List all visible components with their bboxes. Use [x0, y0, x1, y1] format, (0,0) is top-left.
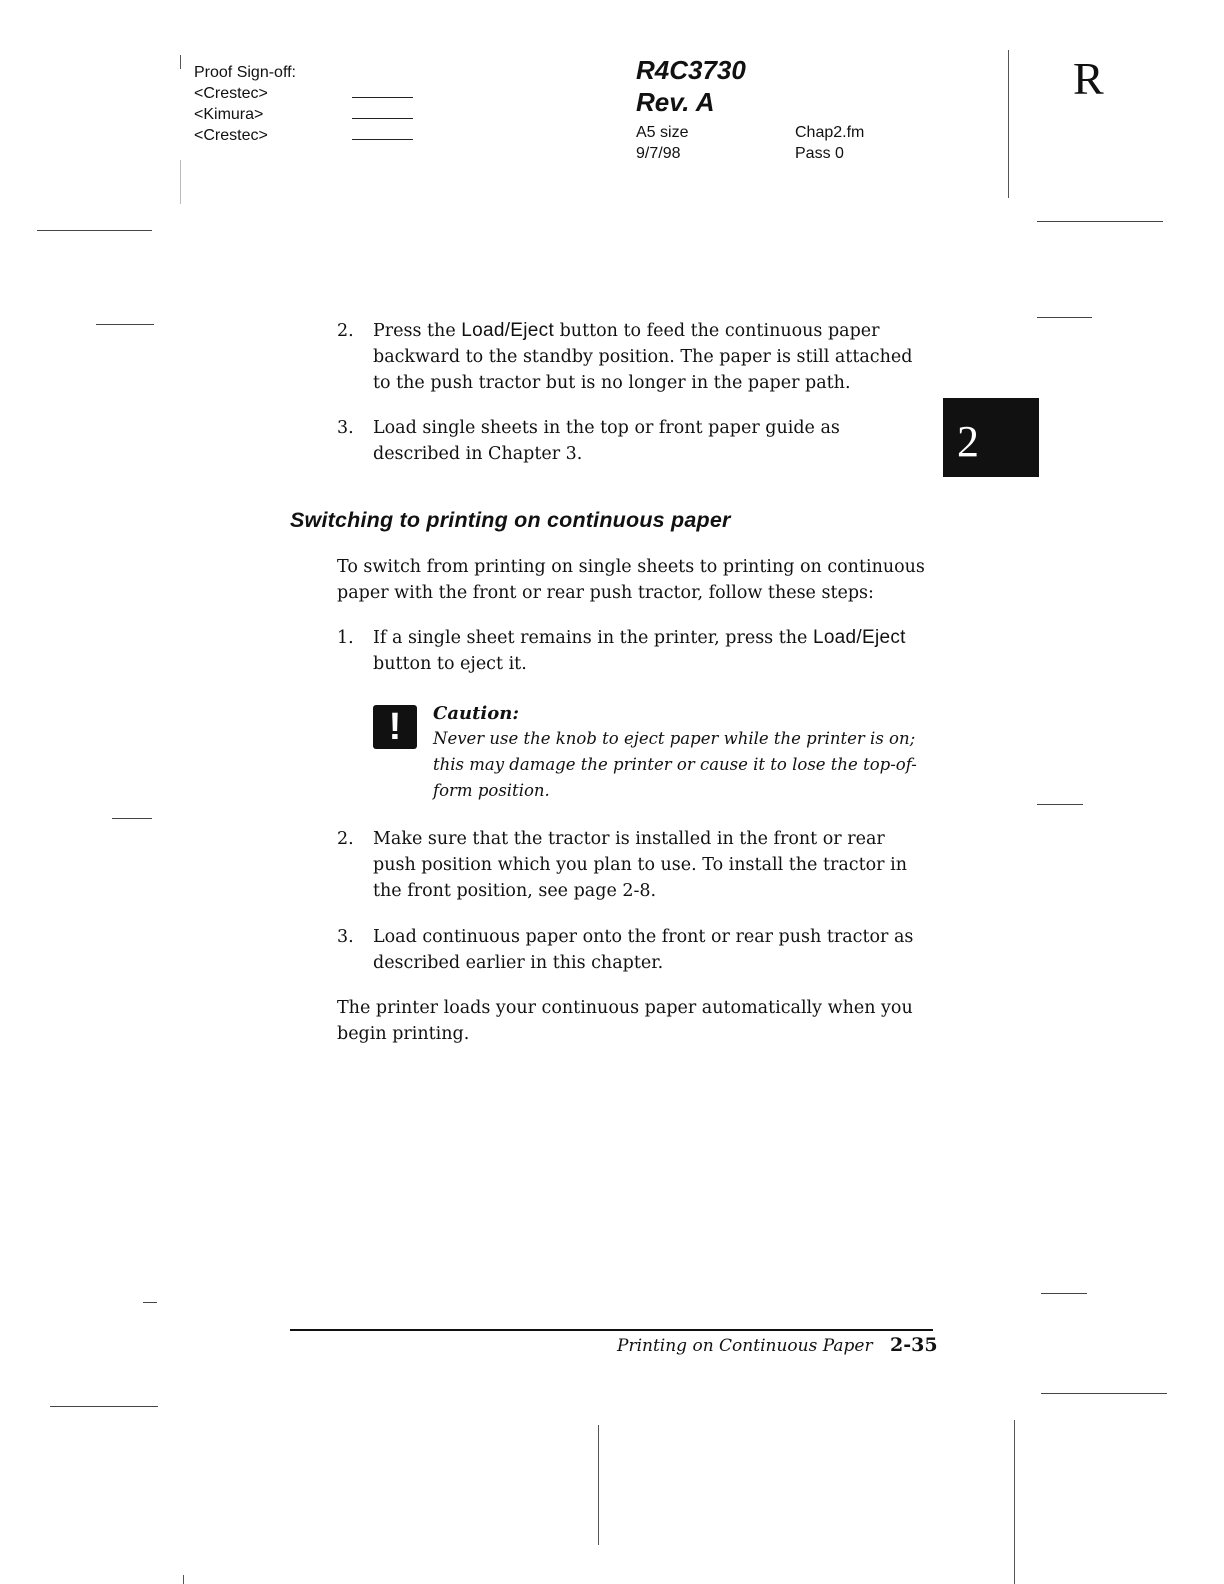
intro-paragraph: To switch from printing on single sheets to printing on continuous paper with the front or rear push tractor, follow these steps: [337, 557, 925, 603]
list-item [337, 318, 932, 396]
list-item [337, 826, 932, 904]
doc-date: 9/7/98 [636, 145, 681, 162]
proof-signoff-block [194, 62, 296, 146]
list-item [337, 625, 932, 677]
caution-icon: ! [373, 705, 417, 749]
step-number: 1. [337, 628, 354, 648]
crop-mark [96, 324, 154, 325]
crop-mark [37, 230, 152, 231]
button-name: Load/Eject [461, 320, 555, 341]
step-text: Press the Load/Eject button to feed the continuous paper backward to the standby position. The paper is still attached to the push tractor but is no longer in the paper path. [373, 320, 913, 393]
signoff-name: <Crestec> [194, 85, 268, 102]
model-number: R4C3730 [636, 55, 746, 85]
crop-mark [112, 818, 152, 819]
step-text: Make sure that the tractor is installed in the front or rear push position which you plan to use. To install the tractor in the front position, see page 2-8. [373, 829, 907, 901]
page-size: A5 size [636, 124, 689, 141]
caution-title: Caution: [433, 703, 519, 724]
step-text: Load single sheets in the top or front paper guide as described in Chapter 3. [373, 418, 840, 464]
crop-mark [1037, 804, 1083, 805]
footer-rule [290, 1329, 933, 1331]
step-number: 3. [337, 927, 354, 947]
step-text: Load continuous paper onto the front or rear push tractor as described earlier in this chapter. [373, 927, 914, 973]
crop-mark [180, 160, 181, 204]
crop-mark [143, 1302, 157, 1303]
signoff-label: Proof Sign-off: [194, 64, 296, 81]
crop-mark [50, 1406, 158, 1407]
caution-text: Never use the knob to eject paper while the printer is on; this may damage the printer or cause it to lose the top-of-form position. [433, 729, 917, 800]
step-number: 2. [337, 321, 354, 341]
crop-mark [1037, 317, 1092, 318]
page-number: 2-35 [890, 1334, 938, 1356]
signoff-name: <Kimura> [194, 106, 264, 123]
file-name: Chap2.fm [795, 124, 865, 141]
chapter-tab: 2 [943, 398, 1039, 477]
crop-mark [1037, 221, 1163, 222]
button-name: Load/Eject [812, 627, 906, 648]
crop-mark [180, 55, 181, 69]
revision: Rev. A [636, 87, 715, 117]
section-heading: Switching to printing on continuous paper [290, 508, 731, 532]
crop-mark [183, 1575, 184, 1584]
crop-mark [1008, 50, 1009, 198]
step-text: If a single sheet remains in the printer, press the Load/Eject button to eject it. [373, 627, 906, 674]
crop-mark [1014, 1420, 1015, 1584]
closing-paragraph: The printer loads your continuous paper automatically when you begin printing. [337, 998, 913, 1044]
crop-mark [1041, 1393, 1167, 1394]
footer-title: Printing on Continuous Paper [617, 1336, 873, 1356]
signoff-line [352, 139, 413, 140]
crop-mark [1041, 1293, 1087, 1294]
crop-mark [598, 1425, 599, 1545]
step-number: 3. [337, 418, 354, 438]
list-item [337, 924, 932, 976]
step-number: 2. [337, 829, 354, 849]
signoff-name: <Crestec> [194, 127, 268, 144]
corner-mark: R [1073, 53, 1104, 104]
list-item [337, 415, 897, 467]
signoff-line [352, 118, 413, 119]
pass-number: Pass 0 [795, 145, 844, 162]
signoff-line [352, 97, 413, 98]
